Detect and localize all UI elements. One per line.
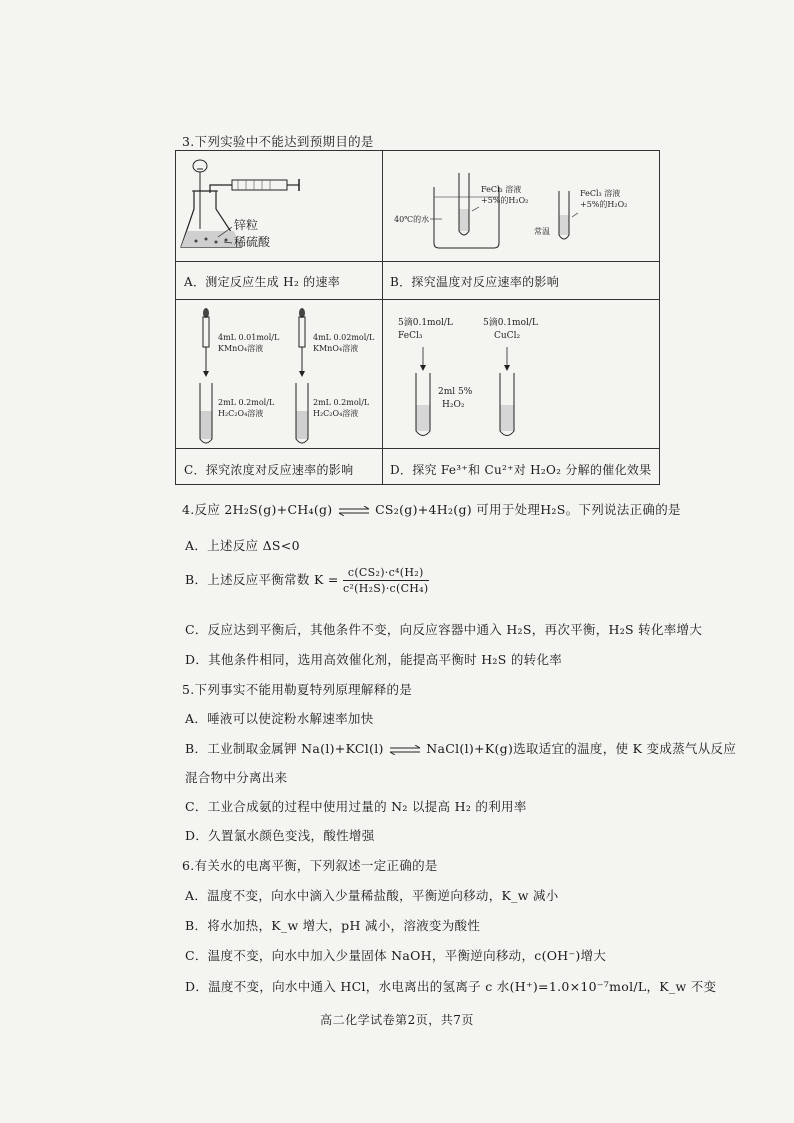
h2o2-label-line1: 2ml 5%	[438, 387, 473, 397]
zinc-label: 锌粒	[234, 218, 259, 232]
equilibrium-arrow-icon	[337, 506, 371, 516]
page-footer: 高二化学试卷第2页，共7页	[320, 1013, 474, 1027]
q4-option-a: A．上述反应 ΔS<0	[185, 538, 300, 553]
q4-title-products: CS₂(g)+4H₂(g) 可用于处理H₂S。下列说法正确的是	[375, 502, 681, 517]
q3-title: 3.下列实验中不能达到预期目的是	[182, 134, 374, 149]
option-a-caption: A．测定反应生成 H₂ 的速率	[184, 275, 341, 289]
tube1-label-line1: FeCl₃ 溶液	[481, 185, 522, 194]
q5-option-b-continued: 混合物中分离出来	[185, 770, 288, 785]
left-kmno4-line1: 4mL 0.01mol/L	[218, 333, 280, 342]
q5-option-d: D．久置氯水颜色变浅，酸性增强	[185, 828, 375, 843]
right-kmno4-line2: KMnO₄溶液	[313, 344, 359, 353]
water-label: 40℃的水	[394, 215, 430, 224]
equilibrium-arrow-icon	[388, 745, 422, 755]
q4-title-reactants: 4.反应 2H₂S(g)+CH₄(g)	[182, 502, 333, 517]
q5-option-c: C．工业合成氨的过程中使用过量的 N₂ 以提高 H₂ 的利用率	[185, 799, 527, 814]
q6-option-d: D．温度不变，向水中通入 HCl，水电离出的氢离子 c 水(H⁺)=1.0×10⁻⁷mol/L，K_w 不变	[185, 979, 717, 994]
tube1-label-line2: +5%的H₂O₂	[481, 196, 529, 205]
left-oxalic-line2: H₂C₂O₄溶液	[218, 409, 264, 418]
right-oxalic-line2: H₂C₂O₄溶液	[313, 409, 359, 418]
right-oxalic-line1: 2mL 0.2mol/L	[313, 398, 370, 407]
left-oxalic-line1: 2mL 0.2mol/L	[218, 398, 275, 407]
h2o2-label-line2: H₂O₂	[442, 400, 465, 410]
room-temp-label: 常温	[534, 227, 550, 236]
cucl2-drop-line2: CuCl₂	[494, 331, 521, 341]
q4-title	[182, 500, 681, 518]
grid-divider	[176, 261, 659, 262]
q5-title: 5.下列事实不能用勒夏特列原理解释的是	[182, 682, 413, 697]
option-c-caption: C．探究浓度对反应速率的影响	[184, 463, 354, 477]
q5-option-b-products: NaCl(l)+K(g)选取适宜的温度，使 K 变成蒸气从反应	[426, 741, 737, 756]
q6-option-b: B．将水加热，K_w 增大，pH 减小，溶液变为酸性	[185, 918, 481, 933]
q6-title: 6.有关水的电离平衡，下列叙述一定正确的是	[182, 858, 438, 873]
fraction-numerator: c(CS₂)·c⁴(H₂)	[343, 566, 429, 581]
fecl3-drop-line1: 5滴0.1mol/L	[398, 318, 453, 328]
acid-label: 稀硫酸	[234, 235, 271, 249]
q6-option-a: A．温度不变，向水中滴入少量稀盐酸，平衡逆向移动，K_w 减小	[185, 888, 559, 903]
grid-divider	[176, 448, 659, 449]
fecl3-drop-line2: FeCl₃	[398, 331, 423, 341]
right-kmno4-line1: 4mL 0.02mol/L	[313, 333, 375, 342]
cucl2-drop-line1: 5滴0.1mol/L	[483, 318, 538, 328]
left-kmno4-line2: KMnO₄溶液	[218, 344, 264, 353]
equilibrium-constant-fraction	[343, 566, 429, 595]
fraction-denominator: c²(H₂S)·c(CH₄)	[342, 582, 429, 595]
option-b-caption: B．探究温度对反应速率的影响	[390, 275, 560, 289]
tube2-label-line1: FeCl₃ 溶液	[580, 189, 621, 198]
q5-option-b	[185, 739, 736, 757]
q4-option-c: C．反应达到平衡后，其他条件不变，向反应容器中通入 H₂S，再次平衡，H₂S 转化率增大	[185, 622, 703, 637]
q3-experiment-grid	[175, 150, 660, 485]
q6-option-c: C．温度不变，向水中加入少量固体 NaOH，平衡逆向移动，c(OH⁻)增大	[185, 948, 607, 963]
flask-syringe-figure	[176, 151, 382, 261]
q5-option-a: A．唾液可以使淀粉水解速率加快	[185, 711, 374, 726]
q4-option-b-text: B．上述反应平衡常数 K =	[185, 572, 339, 587]
q5-option-b-reactants: B．工业制取金属钾 Na(l)+KCl(l)	[185, 741, 384, 756]
dropper-tubes-figure	[176, 299, 382, 448]
q4-option-d: D．其他条件相同，选用高效催化剂，能提高平衡时 H₂S 的转化率	[185, 652, 563, 667]
option-d-caption: D．探究 Fe³⁺和 Cu²⁺对 H₂O₂ 分解的催化效果	[390, 463, 652, 477]
tube2-label-line2: +5%的H₂O₂	[580, 200, 628, 209]
q4-option-b	[185, 566, 429, 595]
